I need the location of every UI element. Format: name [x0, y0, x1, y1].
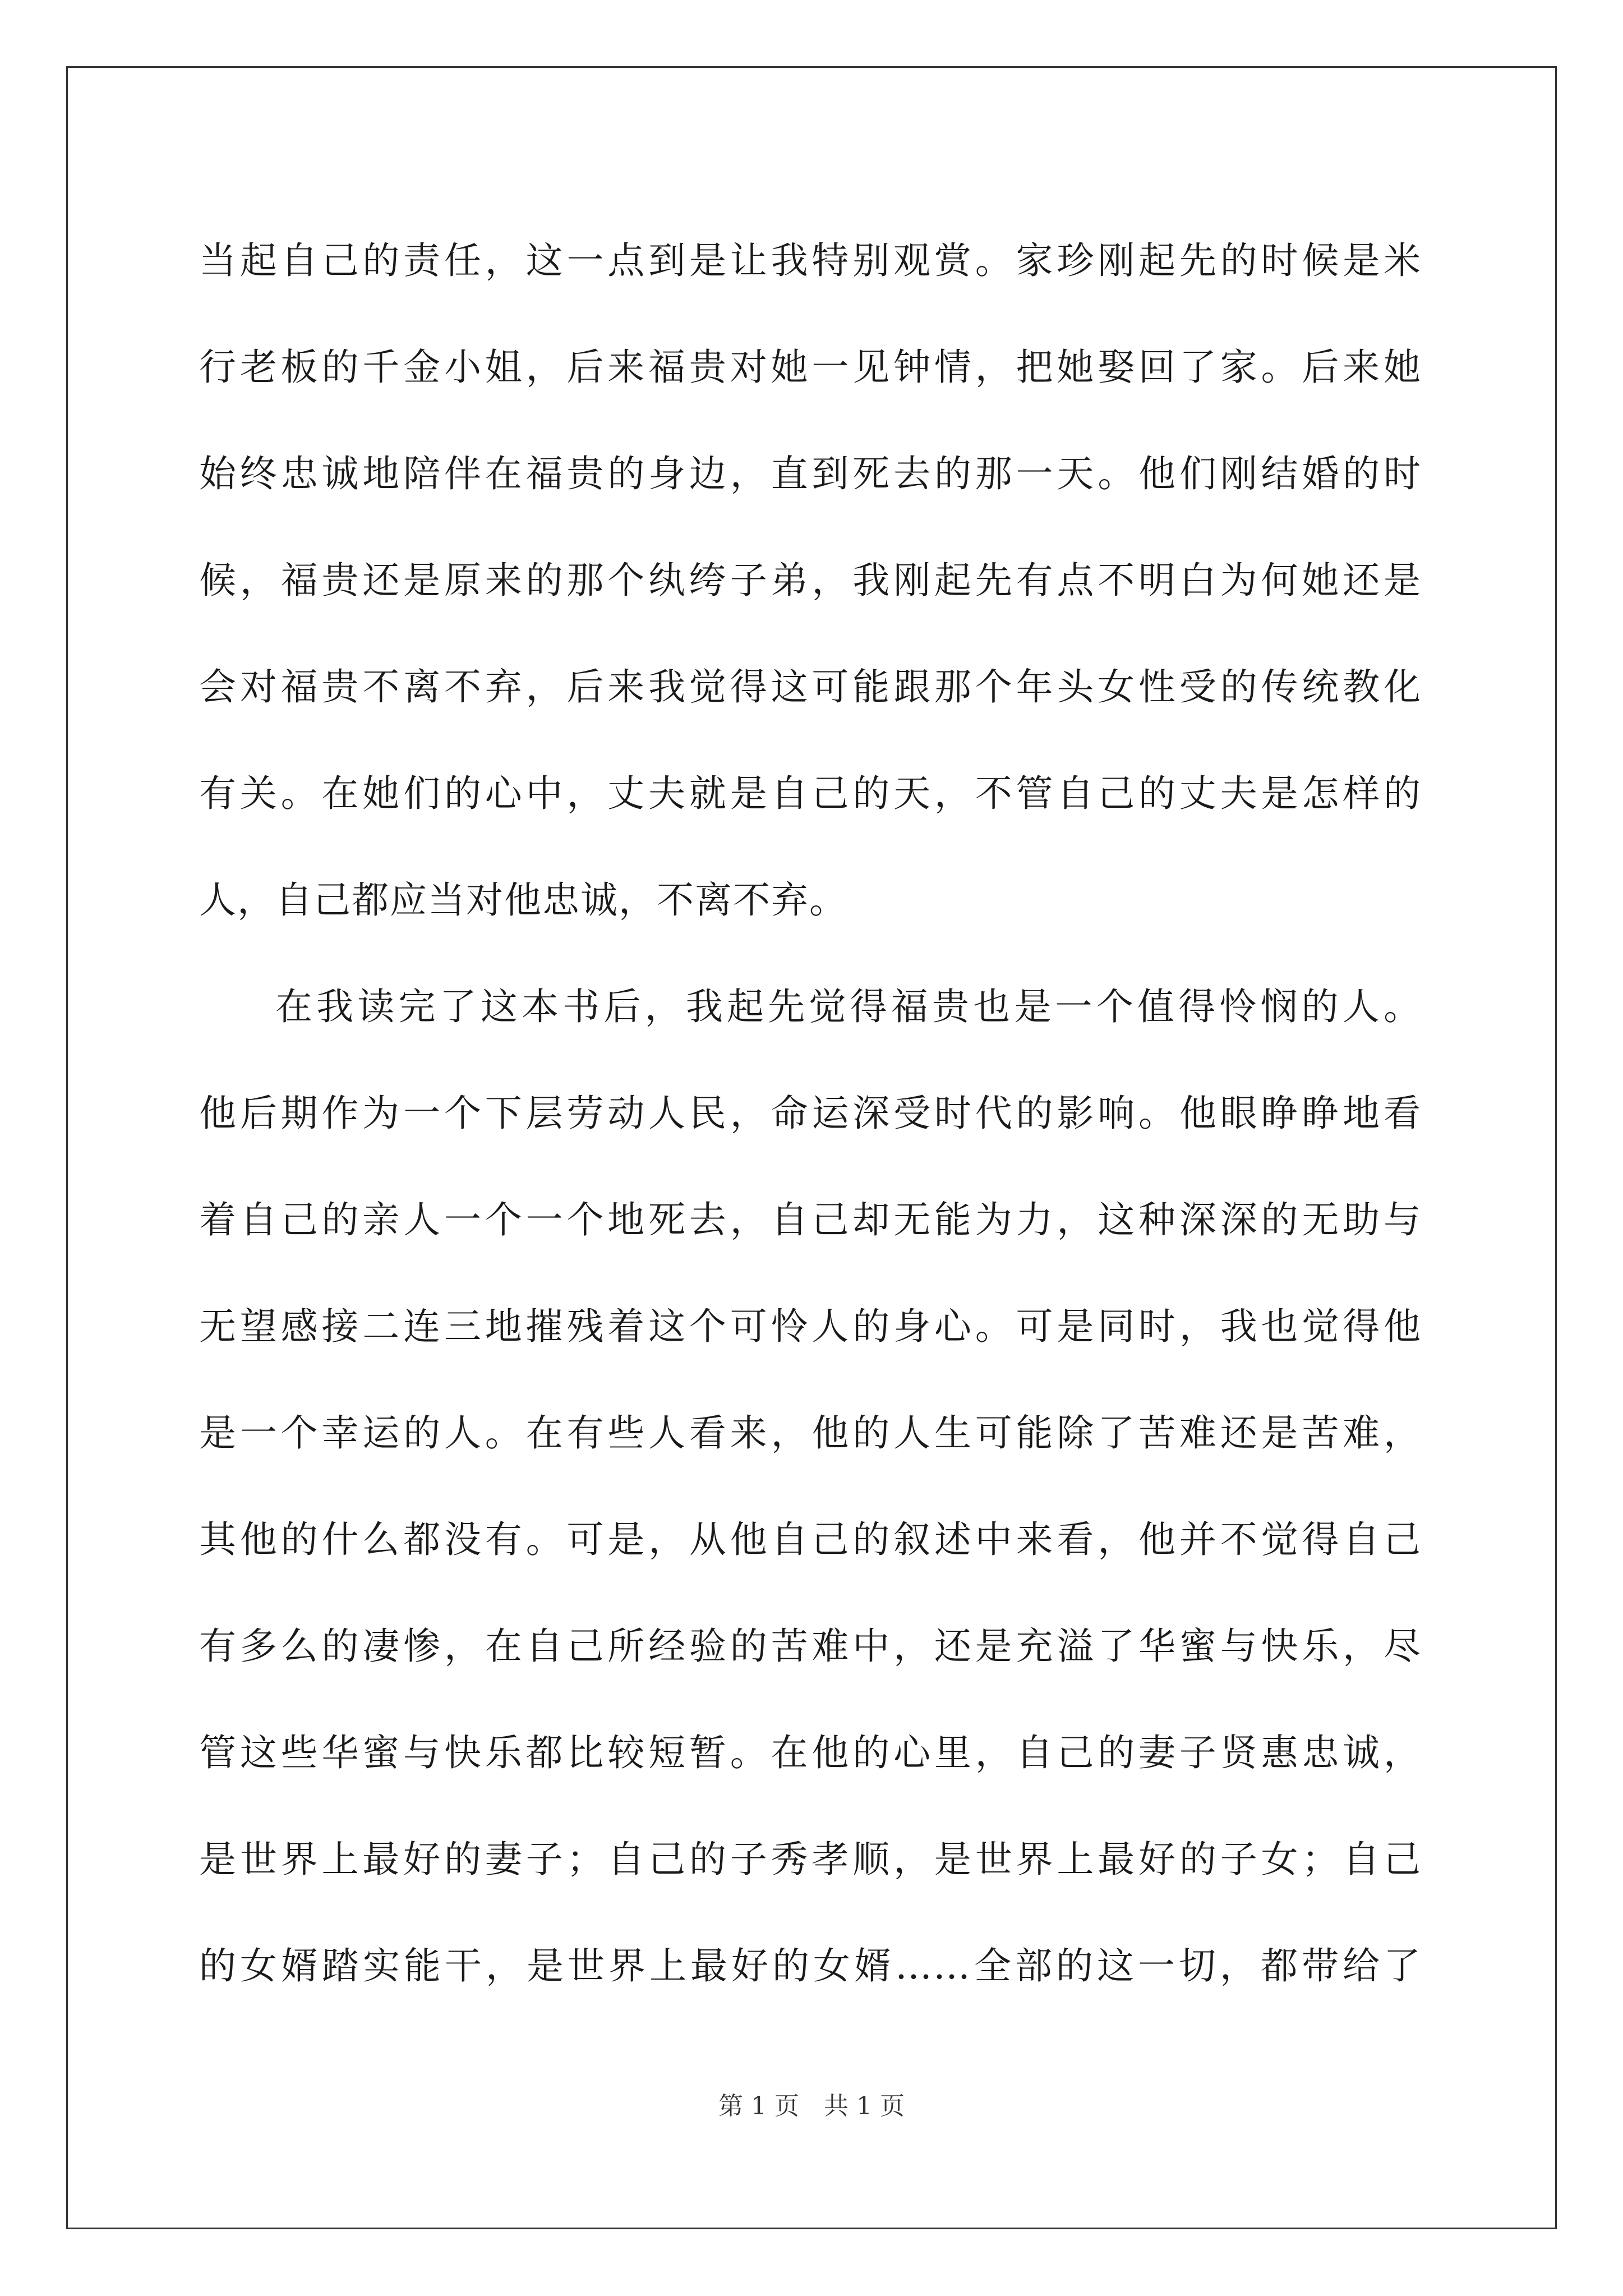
text-line: 是世界上最好的妻子；自己的子秀孝顺，是世界上最好的子女；自己	[199, 1838, 1422, 1881]
text-line: 的女婿踏实能干，是世界上最好的女婿……全部的这一切，都带给了	[199, 1944, 1422, 1987]
text-line: 人，自己都应当对他忠诚，不离不弃。	[199, 878, 847, 922]
text-line: 管这些华蜜与快乐都比较短暂。在他的心里，自己的妻子贤惠忠诚，	[199, 1731, 1422, 1774]
text-line: 候，福贵还是原来的那个纨绔子弟，我刚起先有点不明白为何她还是	[199, 559, 1422, 602]
text-line: 始终忠诚地陪伴在福贵的身边，直到死去的那一天。他们刚结婚的时	[199, 452, 1422, 495]
page-number-footer: 第 1 页 共 1 页	[718, 2092, 905, 2120]
text-line: 在我读完了这本书后，我起先觉得福贵也是一个值得怜悯的人。	[275, 985, 1422, 1028]
text-line: 有关。在她们的心中，丈夫就是自己的天，不管自己的丈夫是怎样的	[199, 772, 1422, 815]
text-line: 其他的什么都没有。可是，从他自己的叙述中来看，他并不觉得自己	[199, 1518, 1422, 1561]
text-line: 有多么的凄惨，在自己所经验的苦难中，还是充溢了华蜜与快乐，尽	[199, 1625, 1422, 1668]
text-line: 当起自己的责任，这一点到是让我特别观赏。家珍刚起先的时候是米	[199, 239, 1422, 282]
text-line: 他后期作为一个下层劳动人民，命运深受时代的影响。他眼睁睁地看	[199, 1092, 1422, 1135]
text-line: 行老板的千金小姐，后来福贵对她一见钟情，把她娶回了家。后来她	[199, 346, 1422, 389]
text-line: 着自己的亲人一个一个地死去，自己却无能为力，这种深深的无助与	[199, 1198, 1422, 1241]
text-line: 会对福贵不离不弃，后来我觉得这可能跟那个年头女性受的传统教化	[199, 665, 1422, 708]
document-body	[199, 208, 1422, 2019]
text-line: 无望感接二连三地摧残着这个可怜人的身心。可是同时，我也觉得他	[199, 1305, 1422, 1348]
text-line: 是一个幸运的人。在有些人看来，他的人生可能除了苦难还是苦难，	[199, 1411, 1422, 1455]
